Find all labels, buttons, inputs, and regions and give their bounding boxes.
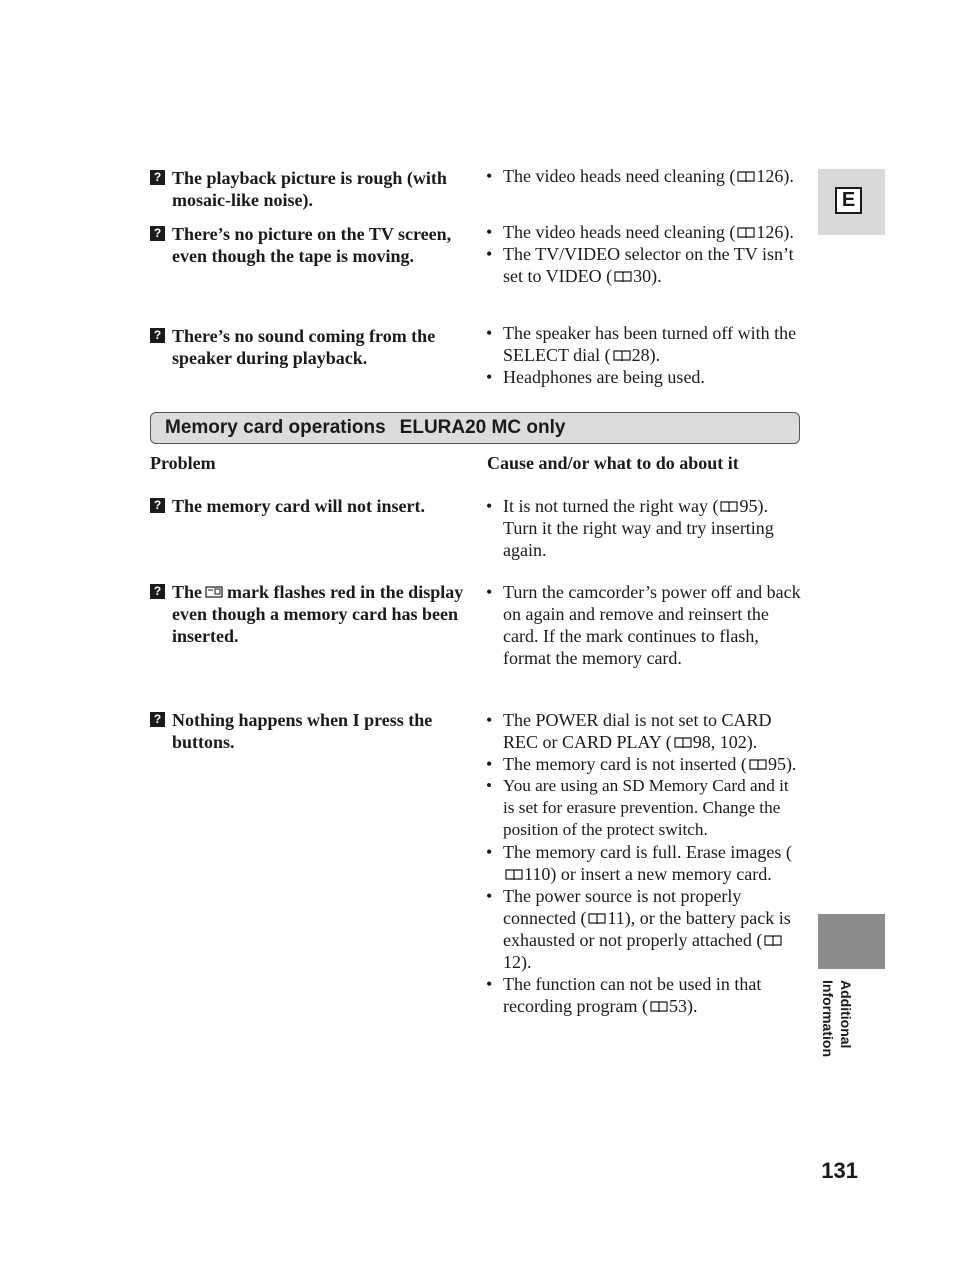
book-reference-icon [674, 737, 692, 749]
problem-text: There’s no sound coming from the speaker during playback. [172, 326, 436, 368]
cause-list [486, 495, 804, 561]
problem-text: The memory card will not insert. [172, 496, 425, 516]
question-mark-icon: ? [150, 226, 165, 241]
side-section-label [819, 980, 859, 1080]
book-reference-icon [505, 869, 523, 881]
problem-text: Nothing happens when I press the buttons. [172, 710, 433, 752]
book-reference-icon [650, 1001, 668, 1013]
book-reference-icon [588, 913, 606, 925]
question-mark-icon: ? [150, 328, 165, 343]
cause-item: • The power source is not properly connected ( 11), or the battery pack is exhausted or not properly attached ( 12). [486, 886, 791, 972]
side-label-line1: Additional [838, 980, 854, 1049]
book-reference-icon [720, 501, 738, 513]
book-reference-icon [614, 271, 632, 283]
book-reference-icon [749, 759, 767, 771]
column-header-cause: Cause and/or what to do about it [487, 453, 739, 473]
question-mark-icon: ? [150, 712, 165, 727]
problem-text: There’s no picture on the TV screen, even though the tape is moving. [172, 224, 452, 266]
book-reference-icon [613, 350, 631, 362]
cause-item: • Headphones are being used. [486, 367, 705, 387]
page-number: 131 [821, 1158, 858, 1183]
cause-item: • The TV/VIDEO selector on the TV isn’t set to VIDEO ( 30). [486, 244, 794, 286]
section-model-note: ELURA20 MC only [399, 417, 566, 438]
cause-item: • The video heads need cleaning ( 126). [486, 222, 794, 242]
book-reference-icon [737, 171, 755, 183]
cause-item: • The memory card is full. Erase images ( 110) or insert a new memory card. [486, 842, 792, 884]
problem-item [150, 495, 470, 517]
cause-item: • The speaker has been turned off with the SELECT dial ( 28). [486, 323, 797, 365]
problem-text: The mark flashes red in the display even though a memory card has been inserted. [172, 582, 464, 646]
section-header [150, 412, 800, 444]
book-reference-icon [737, 227, 755, 239]
language-letter: E [835, 187, 862, 214]
cause-item: • The memory card is not inserted ( 95). [486, 754, 797, 774]
cause-item: • You are using an SD Memory Card and it is set for erasure prevention. Change the position of the protect switch. [486, 776, 789, 839]
problem-item [150, 709, 470, 753]
section-tab [818, 914, 885, 969]
question-mark-icon: ? [150, 584, 165, 599]
side-label-line2: Information [820, 980, 836, 1057]
language-tab [818, 169, 885, 235]
cause-list [486, 581, 804, 669]
problem-item [150, 581, 470, 647]
problem-item [150, 325, 470, 369]
cause-item: • It is not turned the right way ( 95). Turn it the right way and try inserting again. [486, 496, 774, 560]
problem-item [150, 223, 470, 267]
cause-item: • Turn the camcorder’s power off and back on again and remove and reinsert the card. If the mark continues to flash, format the memory card. [486, 582, 801, 668]
memory-card-icon [205, 581, 223, 593]
cause-list [486, 221, 804, 287]
cause-list [486, 165, 804, 187]
cause-list [486, 322, 804, 388]
cause-list [486, 709, 804, 1017]
column-header-problem: Problem [150, 453, 216, 473]
question-mark-icon: ? [150, 170, 165, 185]
cause-item: • The function can not be used in that recording program ( 53). [486, 974, 762, 1016]
question-mark-icon: ? [150, 498, 165, 513]
cause-item: • The POWER dial is not set to CARD REC or CARD PLAY ( 98, 102). [486, 710, 772, 752]
cause-item: • The video heads need cleaning ( 126). [486, 166, 794, 186]
problem-text: The playback picture is rough (with mosaic-like noise). [172, 168, 447, 210]
book-reference-icon [764, 935, 782, 947]
section-title: Memory card operations [165, 417, 386, 438]
problem-item [150, 167, 470, 211]
